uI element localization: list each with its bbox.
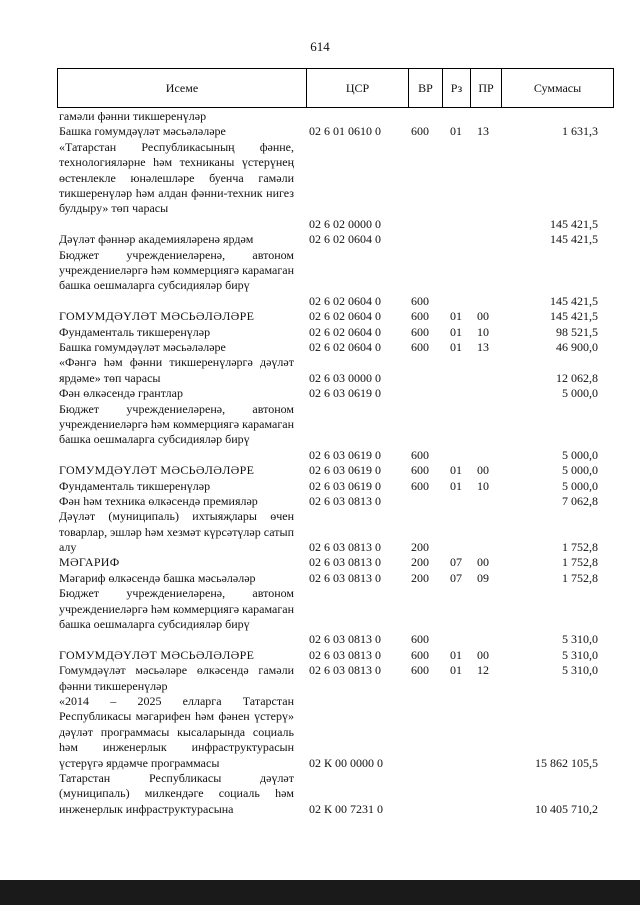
row-csr: 02 6 02 0604 0 bbox=[309, 232, 381, 247]
row-vr: 600 bbox=[411, 339, 429, 354]
row-vr: 600 bbox=[411, 663, 429, 678]
row-pr: 13 bbox=[477, 339, 489, 354]
row-csr: 02 6 03 0813 0 bbox=[309, 570, 381, 585]
row-csr: 02 6 03 0813 0 bbox=[309, 555, 381, 570]
row-sum: 7 062,8 bbox=[562, 493, 598, 508]
row-sum: 1 752,8 bbox=[562, 555, 598, 570]
row-rz: 01 bbox=[450, 309, 462, 324]
row-vr: 600 bbox=[411, 324, 429, 339]
row-name: Бюджет учреждениеләренә, автоном учреждениеләргә һәм коммерциягә карамаган башка оешмаларга субсидияләр бирү bbox=[59, 586, 294, 632]
header-sum: Суммасы bbox=[502, 69, 614, 108]
row-csr: 02 6 03 0813 0 bbox=[309, 540, 381, 555]
row-pr: 00 bbox=[477, 463, 489, 478]
row-csr: 02 6 03 0813 0 bbox=[309, 493, 381, 508]
row-csr: 02 6 01 0610 0 bbox=[309, 124, 381, 139]
table-row bbox=[57, 555, 613, 570]
row-sum: 10 405 710,2 bbox=[535, 801, 598, 816]
row-sum: 5 310,0 bbox=[562, 663, 598, 678]
table-row bbox=[57, 509, 613, 555]
row-rz: 01 bbox=[450, 463, 462, 478]
row-csr: 02 6 02 0604 0 bbox=[309, 339, 381, 354]
row-csr: 02 6 03 0619 0 bbox=[309, 447, 381, 462]
row-csr: 02 6 03 0619 0 bbox=[309, 463, 381, 478]
table-row bbox=[57, 325, 613, 340]
row-name: Бюджет учреждениеләренә, автоном учреждениеләргә һәм коммерциягә карамаган башка оешмаларга субсидияләр бирү bbox=[59, 401, 294, 447]
row-vr: 600 bbox=[411, 463, 429, 478]
row-sum: 1 752,8 bbox=[562, 540, 598, 555]
row-name: МӘГАРИФ bbox=[59, 555, 120, 570]
row-sum: 46 900,0 bbox=[556, 339, 598, 354]
row-name: Фундаменталь тикшеренүләр bbox=[59, 478, 211, 493]
row-csr: 02 6 03 0813 0 bbox=[309, 663, 381, 678]
row-pr: 00 bbox=[477, 647, 489, 662]
table-row bbox=[57, 648, 613, 663]
row-csr: 02 6 03 0813 0 bbox=[309, 632, 381, 647]
row-sum: 1 631,3 bbox=[562, 124, 598, 139]
table-row bbox=[57, 463, 613, 478]
table-row bbox=[57, 402, 613, 464]
row-name: Фундаменталь тикшеренүләр bbox=[59, 324, 211, 339]
row-csr: 02 К 00 0000 0 bbox=[309, 755, 384, 770]
row-rz: 01 bbox=[450, 647, 462, 662]
row-csr: 02 6 03 0619 0 bbox=[309, 386, 381, 401]
header-csr: ЦСР bbox=[307, 69, 409, 108]
table-row bbox=[57, 386, 613, 401]
row-sum: 145 421,5 bbox=[550, 232, 598, 247]
row-name: Дәүләт фәннәр академияләренә ярдәм bbox=[59, 232, 254, 247]
table-row bbox=[57, 494, 613, 509]
table-row bbox=[57, 355, 613, 386]
row-csr: 02 К 00 7231 0 bbox=[309, 801, 384, 816]
row-rz: 01 bbox=[450, 124, 462, 139]
page-number: 614 bbox=[310, 39, 330, 54]
row-csr: 02 6 03 0813 0 bbox=[309, 647, 381, 662]
row-name: Татарстан Республикасы дәүләт (муниципаль) милкендәге социаль һәм инженерлык инфраструктурасына bbox=[59, 771, 294, 816]
row-sum: 5 000,0 bbox=[562, 463, 598, 478]
table-row bbox=[57, 309, 613, 324]
row-name: «2014 – 2025 елларга Татарстан Республикасы мәгарифен һәм фәнен үстерү» дәүләт программасы кысаларында социаль һәм инженерлык инфраструктурасын үстерүгә ярдәмче программасы bbox=[59, 694, 294, 770]
row-sum: 5 000,0 bbox=[562, 478, 598, 493]
row-name: Фән һәм техника өлкәсендә премияләр bbox=[59, 493, 258, 508]
table-row bbox=[57, 586, 613, 648]
row-csr: 02 6 03 0000 0 bbox=[309, 370, 381, 385]
row-rz: 07 bbox=[450, 570, 462, 585]
table-row bbox=[57, 694, 613, 771]
header-pr: ПР bbox=[471, 69, 502, 108]
header-vr: ВР bbox=[409, 69, 443, 108]
row-sum: 145 421,5 bbox=[550, 216, 598, 231]
row-vr: 600 bbox=[411, 447, 429, 462]
row-name: ГОМУМДӘҮЛӘТ МӘСЬӘЛӘЛӘРЕ bbox=[59, 463, 255, 478]
row-name: Башка гомумдәүләт мәсьәләләре bbox=[59, 339, 226, 354]
table-row bbox=[57, 771, 613, 817]
row-name: «Фәнгә һәм фәнни тикшеренүләргә дәүләт ярдәме» төп чарасы bbox=[59, 355, 294, 385]
row-csr: 02 6 02 0604 0 bbox=[309, 293, 381, 308]
row-vr: 600 bbox=[411, 647, 429, 662]
row-sum: 98 521,5 bbox=[556, 324, 598, 339]
budget-table-header bbox=[57, 68, 614, 108]
row-sum: 145 421,5 bbox=[550, 293, 598, 308]
row-sum: 15 862 105,5 bbox=[535, 755, 598, 770]
row-rz: 01 bbox=[450, 663, 462, 678]
row-name: Бюджет учреждениеләренә, автоном учреждениеләргә һәм коммерциягә карамаган башка оешмаларга субсидияләр бирү bbox=[59, 247, 294, 293]
row-vr: 600 bbox=[411, 478, 429, 493]
table-row bbox=[57, 248, 613, 310]
row-pr: 10 bbox=[477, 478, 489, 493]
row-rz: 01 bbox=[450, 324, 462, 339]
row-pr: 00 bbox=[477, 309, 489, 324]
row-vr: 200 bbox=[411, 570, 429, 585]
table-row bbox=[57, 340, 613, 355]
row-name: «Татарстан Республикасының фәнне, технологияләрне һәм техниканы үстерүнең өстенлекле юнәлешләре буенча гамәли тикшеренүләр һәм алдан фәнни-техник нигез булдыру» төп чарасы bbox=[59, 139, 294, 216]
header-name: Исеме bbox=[58, 69, 307, 108]
table-row bbox=[57, 232, 613, 247]
row-vr: 600 bbox=[411, 309, 429, 324]
row-rz: 01 bbox=[450, 339, 462, 354]
row-vr: 200 bbox=[411, 555, 429, 570]
row-name: Башка гомумдәүләт мәсьәләләре bbox=[59, 124, 226, 139]
row-vr: 600 bbox=[411, 632, 429, 647]
row-sum: 145 421,5 bbox=[550, 309, 598, 324]
row-vr: 200 bbox=[411, 540, 429, 555]
row-name: Гомумдәүләт мәсьәләре өлкәсендә гамәли фәнни тикшеренүләр bbox=[59, 663, 294, 693]
row-name: гамәли фәнни тикшеренүләр bbox=[59, 109, 207, 123]
row-pr: 10 bbox=[477, 324, 489, 339]
row-csr: 02 6 03 0619 0 bbox=[309, 478, 381, 493]
row-sum: 1 752,8 bbox=[562, 570, 598, 585]
table-row bbox=[57, 109, 613, 124]
row-pr: 12 bbox=[477, 663, 489, 678]
row-sum: 5 310,0 bbox=[562, 647, 598, 662]
row-csr: 02 6 02 0604 0 bbox=[309, 324, 381, 339]
row-sum: 5 310,0 bbox=[562, 632, 598, 647]
table-row bbox=[57, 124, 613, 139]
table-row bbox=[57, 479, 613, 494]
row-csr: 02 6 02 0604 0 bbox=[309, 309, 381, 324]
budget-table-body bbox=[57, 109, 613, 817]
row-pr: 13 bbox=[477, 124, 489, 139]
row-name: ГОМУМДӘҮЛӘТ МӘСЬӘЛӘЛӘРЕ bbox=[59, 309, 255, 324]
row-sum: 5 000,0 bbox=[562, 386, 598, 401]
row-name: Дәүләт (муниципаль) ихтыяҗлары өчен товарлар, эшләр һәм хезмәт күрсәтүләр сатып алу bbox=[59, 509, 294, 555]
row-name: ГОМУМДӘҮЛӘТ МӘСЬӘЛӘЛӘРЕ bbox=[59, 647, 255, 662]
row-sum: 5 000,0 bbox=[562, 447, 598, 462]
scan-bottom-edge bbox=[0, 880, 640, 905]
row-pr: 09 bbox=[477, 570, 489, 585]
row-vr: 600 bbox=[411, 293, 429, 308]
row-csr: 02 6 02 0000 0 bbox=[309, 216, 381, 231]
row-rz: 01 bbox=[450, 478, 462, 493]
row-name: Фән өлкәсендә грантлар bbox=[59, 386, 183, 401]
table-row bbox=[57, 140, 613, 232]
table-row bbox=[57, 663, 613, 694]
row-pr: 00 bbox=[477, 555, 489, 570]
row-rz: 07 bbox=[450, 555, 462, 570]
header-rz: Рз bbox=[443, 69, 471, 108]
row-name: Мәгариф өлкәсендә башка мәсьәләләр bbox=[59, 570, 256, 585]
row-sum: 12 062,8 bbox=[556, 370, 598, 385]
row-vr: 600 bbox=[411, 124, 429, 139]
table-row bbox=[57, 571, 613, 586]
